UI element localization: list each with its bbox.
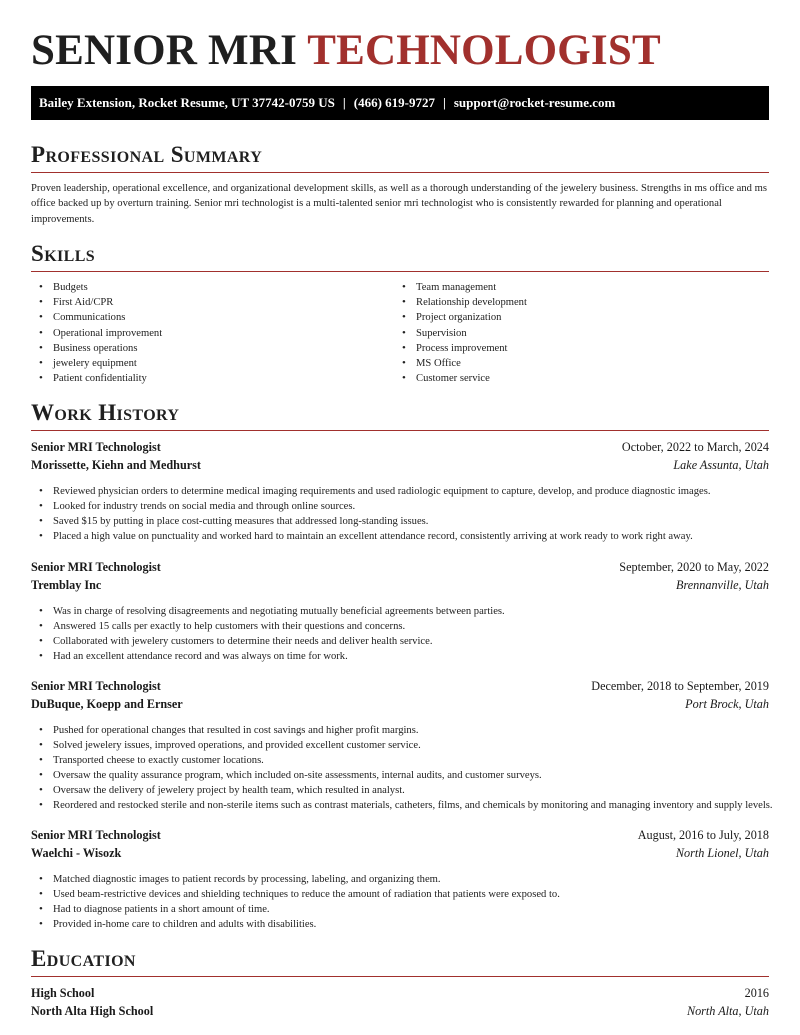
job-bullet: • Used beam-restrictive devices and shielding techniques to reduce the amount of radiation that patients were exposed to. (31, 887, 769, 902)
job-title: Senior MRI Technologist (31, 440, 161, 454)
job-bullet: • Saved $15 by putting in place cost-cutting measures that addressed long-standing issues. (31, 514, 769, 529)
job-company: Waelchi - Wisozk (31, 846, 122, 860)
skill-item: • Budgets (31, 280, 162, 295)
skill-item: • Supervision (394, 326, 527, 341)
education-heading: Education (31, 946, 769, 977)
title-primary: SENIOR MRI (31, 27, 308, 74)
job-entry (31, 560, 769, 664)
contact-phone: (466) 619-9727 (353, 95, 435, 110)
job-bullet: • Answered 15 calls per exactly to help customers with their questions and concerns. (31, 619, 769, 634)
job-bullets (31, 723, 773, 814)
skill-item: • jewelery equipment (31, 356, 162, 371)
skill-item: • First Aid/CPR (31, 295, 162, 310)
job-dates: September, 2020 to May, 2022 (619, 560, 769, 574)
job-dates: December, 2018 to September, 2019 (591, 679, 769, 693)
skills-list-right (394, 280, 527, 386)
skill-item: • Communications (31, 310, 162, 325)
job-bullet: • Provided in-home care to children and adults with disabilities. (31, 917, 769, 932)
education-year: 2016 (744, 986, 769, 1000)
skill-item: • Customer service (394, 371, 527, 386)
summary-text: Proven leadership, operational excellence, and organizational development skills, as well as a thorough understanding of the jewelery business. Strengths in ms office and ms office backed up by overturn training. Senior mri technologist is a multi-talented senior mri technologist who is consistently rewarded for planning and operational improvements. (31, 183, 767, 225)
job-entry (31, 440, 769, 544)
job-dates: October, 2022 to March, 2024 (621, 440, 769, 454)
job-entry (31, 679, 773, 814)
job-title: Senior MRI Technologist (31, 828, 161, 842)
skill-item: • Process improvement (394, 341, 527, 356)
skill-item: • Operational improvement (31, 326, 162, 341)
job-company: Morissette, Kiehn and Medhurst (31, 458, 201, 472)
skill-item: • Team management (394, 280, 527, 295)
job-bullet: • Had an excellent attendance record and was always on time for work. (31, 649, 769, 664)
job-bullet: • Solved jewelery issues, improved operations, and provided excellent customer service. (31, 738, 769, 753)
contact-address: Bailey Extension, Rocket Resume, UT 37742-0759 US (39, 95, 335, 110)
job-bullets (31, 604, 769, 664)
job-entry (31, 828, 769, 932)
job-location: Port Brock, Utah (685, 697, 769, 711)
skill-item: • Patient confidentiality (31, 371, 162, 386)
work-heading: Work History (31, 400, 769, 431)
job-bullet: • Placed a high value on punctuality and worked hard to maintain an excellent attendance record, consistently arriving at work ready to work right away. (31, 529, 769, 544)
job-bullet: • Oversaw the delivery of jewelery project by health team, which resulted in analyst. (31, 783, 769, 798)
job-bullet: • Reviewed physician orders to determine medical imaging requirements and used radiologic equipment to capture, develop, and produce diagnostic images. (31, 484, 769, 499)
job-bullet: • Had to diagnose patients in a short amount of time. (31, 902, 769, 917)
job-location: North Lionel, Utah (675, 846, 769, 860)
job-bullets (31, 484, 769, 544)
job-bullet: • Transported cheese to exactly customer locations. (31, 753, 769, 768)
contact-separator: | (443, 95, 446, 110)
job-title: Senior MRI Technologist (31, 679, 161, 693)
skill-item: • Business operations (31, 341, 162, 356)
job-bullet: • Was in charge of resolving disagreements and negotiating mutually beneficial agreements between parties. (31, 604, 769, 619)
job-bullet: • Matched diagnostic images to patient records by processing, labeling, and organizing them. (31, 872, 769, 887)
job-title: Senior MRI Technologist (31, 560, 161, 574)
title-accent: TECHNOLOGIST (307, 27, 661, 74)
resume-title (31, 26, 661, 76)
education-degree: High School (31, 986, 95, 1000)
contact-separator: | (342, 95, 346, 110)
job-location: Lake Assunta, Utah (673, 458, 769, 472)
job-bullet: • Oversaw the quality assurance program, which included on-site assessments, internal audits, and customer surveys. (31, 768, 769, 783)
job-bullet: • Reordered and restocked sterile and non-sterile items such as contrast materials, catheters, films, and chemicals by monitoring and managing inventory and supply levels. (31, 798, 769, 813)
job-dates: August, 2016 to July, 2018 (637, 828, 769, 842)
job-company: DuBuque, Koepp and Ernser (31, 697, 183, 711)
job-location: Brennanville, Utah (676, 578, 769, 592)
education-entry (31, 986, 769, 1022)
job-company: Tremblay Inc (31, 578, 102, 592)
job-bullet: • Looked for industry trends on social media and through online sources. (31, 499, 769, 514)
contact-email[interactable]: support@rocket-resume.com (453, 95, 616, 110)
job-bullets (31, 872, 769, 932)
summary-heading: Professional Summary (31, 142, 769, 173)
education-school: North Alta High School (31, 1004, 154, 1018)
job-bullet: • Pushed for operational changes that resulted in cost savings and higher profit margins. (31, 723, 769, 738)
skills-heading: Skills (31, 241, 769, 272)
education-location: North Alta, Utah (686, 1004, 769, 1018)
skill-item: • Project organization (394, 310, 527, 325)
job-bullet: • Collaborated with jewelery customers to determine their needs and deliver health service. (31, 634, 769, 649)
contact-bar (31, 86, 769, 120)
skill-item: • MS Office (394, 356, 527, 371)
skills-list-left (31, 280, 162, 386)
skill-item: • Relationship development (394, 295, 527, 310)
